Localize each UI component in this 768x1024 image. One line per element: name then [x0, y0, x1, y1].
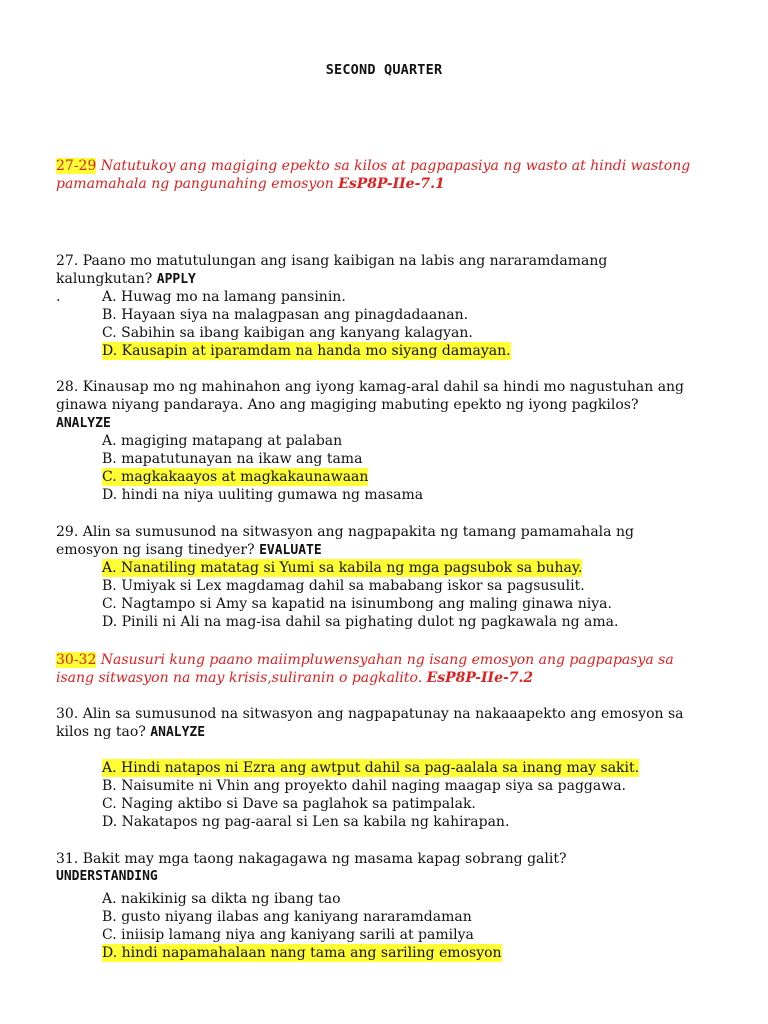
- question-level: UNDERSTANDING: [56, 869, 158, 884]
- option-28-c-answer: C. magkakaayos at magkakaunawaan: [102, 469, 369, 485]
- option-27-a: A. Huwag mo na lamang pansinin.: [102, 289, 346, 305]
- question-30: [56, 705, 696, 742]
- question-stem: 29. Alin sa sumusunod na sitwasyon ang nagpapakita ng tamang pamamahala ng emosyon ng isang tinedyer?: [56, 524, 634, 558]
- question-level: ANALYZE: [56, 416, 111, 431]
- page-title: SECOND QUARTER: [325, 62, 443, 78]
- competency-code: EsP8P-IIe-7.1: [338, 176, 445, 192]
- question-stem: 30. Alin sa sumusunod na sitwasyon ang nagpapatunay na nakaaapekto ang emosyon sa kilos ng tao?: [56, 706, 684, 740]
- question-level: APPLY: [156, 272, 196, 287]
- question-stem: 31. Bakit may mga taong nakagagawa ng masama kapag sobrang galit?: [56, 851, 567, 867]
- question-29: [56, 523, 696, 560]
- question-level: ANALYZE: [150, 725, 206, 740]
- stray-marker: .: [56, 289, 61, 305]
- question-level: EVALUATE: [259, 543, 322, 558]
- option-28-a: A. magiging matapang at palaban: [102, 433, 343, 449]
- option-28-d: D. hindi na niya uuliting gumawa ng masama: [102, 487, 424, 503]
- option-31-b: B. gusto niyang ilabas ang kaniyang nararamdaman: [102, 909, 472, 925]
- option-29-d: D. Pinili ni Ali na mag-isa dahil sa pighating dulot ng pagkawala ng ama.: [102, 614, 619, 630]
- question-31: [56, 850, 696, 886]
- option-29-a-answer: A. Nanatiling matatag si Yumi sa kabila ng mga pagsubok sa buhay.: [102, 560, 583, 576]
- option-29-c: C. Nagtampo si Amy sa kapatid na isinumbong ang maling ginawa niya.: [102, 596, 612, 612]
- option-30-c: C. Naging aktibo si Dave sa paglahok sa patimpalak.: [102, 796, 476, 812]
- competency-number: 30-32: [56, 652, 97, 668]
- question-stem: 28. Kinausap mo ng mahinahon ang iyong kamag-aral dahil sa hindi mo nagustuhan ang ginawa niyang pandaraya. Ano ang magiging mabuting epekto ng iyong pagkilos?: [56, 379, 685, 413]
- option-31-c: C. iniisip lamang niya ang kaniyang sarili at pamilya: [102, 927, 474, 943]
- option-28-b: B. mapatutunayan na ikaw ang tama: [102, 451, 363, 467]
- option-29-b: B. Umiyak si Lex magdamag dahil sa mababang iskor sa pagsusulit.: [102, 578, 585, 594]
- competency-code: EsP8P-IIe-7.2: [426, 670, 534, 686]
- competency-30-32: [56, 651, 696, 687]
- option-27-d-answer: D. Kausapin at iparamdam na handa mo siyang damayan.: [102, 343, 511, 359]
- question-stem: 27. Paano mo matutulungan ang isang kaibigan na labis ang nararamdamang kalungkutan?: [56, 253, 608, 287]
- option-27-b: B. Hayaan siya na malagpasan ang pinagdadaanan.: [102, 307, 469, 323]
- option-30-b: B. Naisumite ni Vhin ang proyekto dahil naging maagap siya sa paggawa.: [102, 778, 626, 794]
- competency-text: Natutukoy ang magiging epekto sa kilos at pagpapasiya ng wasto at hindi wastong pamamahala ng pangunahing emosyon: [56, 158, 691, 192]
- competency-text: Nasusuri kung paano maiimpluwensyahan ng isang emosyon ang pagpapasya sa isang sitwasyon na may krisis,suliranin o pagkalito.: [56, 652, 674, 686]
- competency-27-29: [56, 157, 696, 193]
- question-28: [56, 378, 696, 433]
- competency-number: 27-29: [56, 158, 97, 174]
- option-30-d: D. Nakatapos ng pag-aaral si Len sa kabila ng kahirapan.: [102, 814, 510, 830]
- option-30-a-answer: A. Hindi natapos ni Ezra ang awtput dahil sa pag-aalala sa inang may sakit.: [102, 760, 640, 776]
- option-31-d-answer: D. hindi napamahalaan nang tama ang sariling emosyon: [102, 945, 502, 961]
- option-27-c: C. Sabihin sa ibang kaibigan ang kanyang kalagyan.: [102, 325, 473, 341]
- question-27: [56, 252, 696, 289]
- option-31-a: A. nakikinig sa dikta ng ibang tao: [102, 891, 341, 907]
